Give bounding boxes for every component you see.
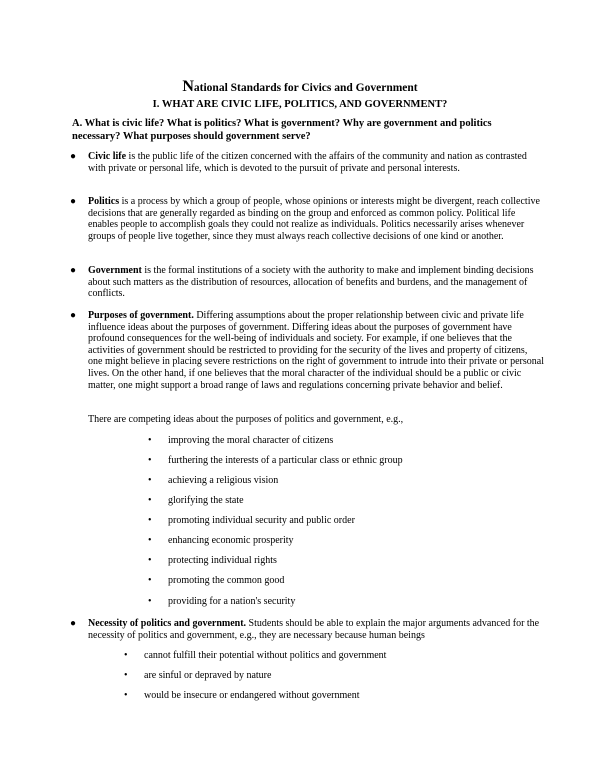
entry-term: Necessity of politics and government. — [88, 618, 247, 629]
necessity-item: would be insecure or endangered without government — [144, 690, 360, 701]
bullet: • — [148, 495, 152, 506]
entry-necessity — [88, 618, 544, 641]
entry-government — [88, 265, 544, 300]
purpose-item: promoting individual security and public order — [168, 515, 355, 526]
bullet: • — [124, 650, 128, 661]
bullet: • — [148, 535, 152, 546]
title-rest: ational Standards for Civics and Government — [193, 82, 418, 94]
bullet: ● — [70, 310, 77, 321]
bullet: • — [124, 670, 128, 681]
purpose-item: protecting individual rights — [168, 555, 277, 566]
entry-term: Civic life — [88, 151, 127, 162]
bullet: ● — [70, 265, 77, 276]
entry-term: Government — [88, 265, 142, 276]
entry-text: Differing assumptions about the proper relationship between civic and private life influence ideas about the purposes of government. Differing ideas about the purposes of government have profound consequences for the well-being of individuals and society. For example, if one believes that the activities of government should be restricted to providing for the security of the lives and property of citizens, one might believe in placing severe restrictions on the right of government to intrude into their private or personal lives. On the other hand, if one believes that the moral character of the individual should be a public or civic matter, one might support a broad range of laws and regulations concerning private behavior and belief. — [88, 310, 544, 391]
entry-text: Students should be able to explain the major arguments advanced for the necessity of politics and government, e.g., they are necessary because human beings — [88, 618, 540, 641]
purpose-item: achieving a religious vision — [168, 475, 279, 486]
purpose-item: furthering the interests of a particular class or ethnic group — [168, 455, 403, 466]
title-initial: N — [182, 78, 194, 95]
entry-civic-life — [88, 151, 544, 174]
entry-term: Purposes of government. — [88, 310, 194, 321]
bullet: • — [148, 555, 152, 566]
bullet: ● — [70, 196, 77, 207]
section-heading: I. WHAT ARE CIVIC LIFE, POLITICS, AND GOVERNMENT? — [152, 99, 448, 110]
bullet: • — [124, 690, 128, 701]
entry-term: Politics — [88, 196, 120, 207]
bullet: ● — [70, 618, 77, 629]
bullet: • — [148, 515, 152, 526]
necessity-item: are sinful or depraved by nature — [144, 670, 272, 681]
necessity-item: cannot fulfill their potential without politics and government — [144, 650, 387, 661]
page-title — [0, 78, 600, 96]
entry-text: is the formal institutions of a society with the authority to make and implement binding decisions about such matters as the distribution of resources, allocation of benefits and burdens, and the management of conflicts. — [88, 265, 534, 300]
question-heading: A. What is civic life? What is politics? What is government? Why are government and politics necessary? What purposes should government serve? — [72, 118, 492, 142]
bullet: • — [148, 596, 152, 607]
bullet: • — [148, 455, 152, 466]
entry-purposes — [88, 310, 544, 391]
purpose-item: glorifying the state — [168, 495, 244, 506]
entry-text: is a process by which a group of people, whose opinions or interests might be divergent, reach collective decisions that are generally regarded as binding on the group and enforced as common policy. Political life enables people to accomplish goals they could not realize as individuals. Politics necessarily arises whenever groups of people live together, since they must always reach collective decisions of one kind or another. — [88, 196, 540, 242]
entry-text: is the public life of the citizen concerned with the affairs of the community and nation as contrasted with private or personal life, which is devoted to the pursuit of private and personal interests. — [88, 151, 527, 174]
purpose-item: promoting the common good — [168, 575, 285, 586]
bullet: • — [148, 475, 152, 486]
purpose-item: providing for a nation's security — [168, 596, 296, 607]
purposes-intro: There are competing ideas about the purposes of politics and government, e.g., — [88, 414, 404, 425]
purpose-item: enhancing economic prosperity — [168, 535, 294, 546]
purpose-item: improving the moral character of citizens — [168, 435, 334, 446]
bullet: • — [148, 435, 152, 446]
entry-politics — [88, 196, 544, 242]
bullet: • — [148, 575, 152, 586]
bullet: ● — [70, 151, 77, 162]
